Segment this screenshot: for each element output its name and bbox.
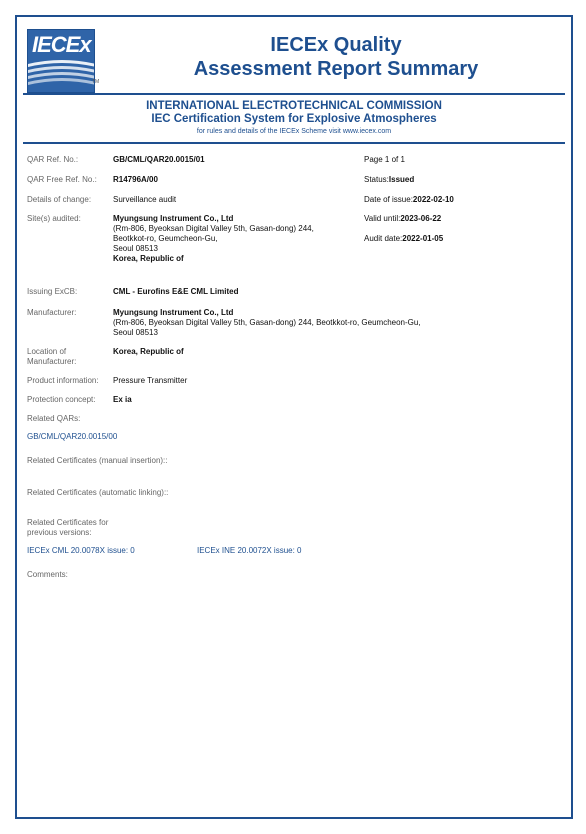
site-address: (Rm-806, Byeoksan Digital Valley 5th, Gasan-dong) 244, Beotkkot-ro, Geumcheon-Gu, Seoul 08513 — [113, 224, 314, 253]
qar-ref-value: GB/CML/QAR20.0015/01 — [113, 155, 205, 164]
rules-note — [21, 127, 567, 137]
page-indicator: Page 1 of 1 — [364, 155, 405, 164]
product-info-label: Product information: — [27, 376, 99, 385]
qar-ref-label: QAR Ref. No.: — [27, 155, 79, 164]
location-value: Korea, Republic of — [113, 347, 184, 356]
organisation-name: INTERNATIONAL ELECTROTECHNICAL COMMISSION — [146, 100, 442, 112]
location-label: Location of Manufacturer: — [27, 347, 77, 366]
sites-audited-label: Site(s) audited: — [27, 214, 81, 223]
trademark-mark: TM — [92, 79, 100, 85]
iecex-logo — [27, 29, 95, 93]
title-line-2: Assessment Report Summary — [193, 58, 479, 80]
status-label: Status: — [364, 175, 389, 184]
valid-until-value: 2023-06-22 — [400, 214, 442, 223]
previous-cert-link-1[interactable]: IECEx CML 20.0078X issue: 0 — [27, 546, 135, 555]
protection-concept-value: Ex ia — [113, 395, 132, 404]
audit-date-value: 2022-01-05 — [402, 234, 444, 243]
site-country: Korea, Republic of — [113, 254, 184, 263]
related-qar-link[interactable]: GB/CML/QAR20.0015/00 — [27, 432, 118, 441]
comments-label: Comments: — [27, 570, 68, 579]
title-line-1: IECEx Quality — [270, 34, 402, 56]
change-value: Surveillance audit — [113, 195, 177, 204]
protection-concept-label: Protection concept: — [27, 395, 96, 404]
issuing-excb-label: Issuing ExCB: — [27, 287, 78, 296]
page-frame — [15, 15, 573, 819]
audit-date-field — [364, 234, 443, 244]
related-qars-label: Related QARs: — [27, 414, 81, 423]
section-divider — [23, 142, 565, 144]
related-certs-manual-label: Related Certificates (manual insertion):: — [27, 456, 168, 465]
manufacturer-address: (Rm-806, Byeoksan Digital Valley 5th, Gasan-dong) 244, Beotkkot-ro, Geumcheon-Gu, Seoul 08513 — [113, 318, 421, 337]
rules-prefix: for rules and details of the IECEx Scheme visit — [196, 128, 343, 135]
date-of-issue-label: Date of issue: — [364, 195, 413, 204]
change-label: Details of change: — [27, 195, 92, 204]
previous-cert-link-2[interactable]: IECEx INE 20.0072X issue: 0 — [197, 546, 302, 555]
manufacturer-company: Myungsung Instrument Co., Ltd — [113, 308, 234, 317]
page-content — [21, 21, 567, 813]
issuing-excb-value: CML - Eurofins E&E CML Limited — [113, 287, 239, 296]
iecex-website-link[interactable]: www.iecex.com — [342, 128, 392, 135]
product-info-value: Pressure Transmitter — [113, 376, 188, 385]
logo-text: IECEx — [32, 32, 91, 57]
date-of-issue-value: 2022-02-10 — [412, 195, 454, 204]
valid-until-field — [364, 214, 441, 224]
report-title — [111, 33, 561, 81]
manufacturer-label: Manufacturer: — [27, 308, 77, 317]
site-company: Myungsung Instrument Co., Ltd — [113, 214, 234, 223]
status-field — [364, 175, 414, 185]
valid-until-label: Valid until: — [364, 214, 401, 223]
related-certs-auto-label: Related Certificates (automatic linking):: — [27, 488, 169, 497]
organisation-system: IEC Certification System for Explosive Atmospheres — [151, 113, 437, 125]
qar-free-ref-value: R14796A/00 — [113, 175, 158, 184]
date-of-issue-field — [364, 195, 454, 205]
header-divider — [23, 93, 565, 95]
status-badge: Issued — [388, 175, 415, 184]
qar-free-ref-label: QAR Free Ref. No.: — [27, 175, 97, 184]
related-certs-previous-label: Related Certificates for previous versions: — [27, 518, 109, 537]
logo-swoosh-icon — [28, 56, 95, 86]
audit-date-label: Audit date: — [364, 234, 403, 243]
